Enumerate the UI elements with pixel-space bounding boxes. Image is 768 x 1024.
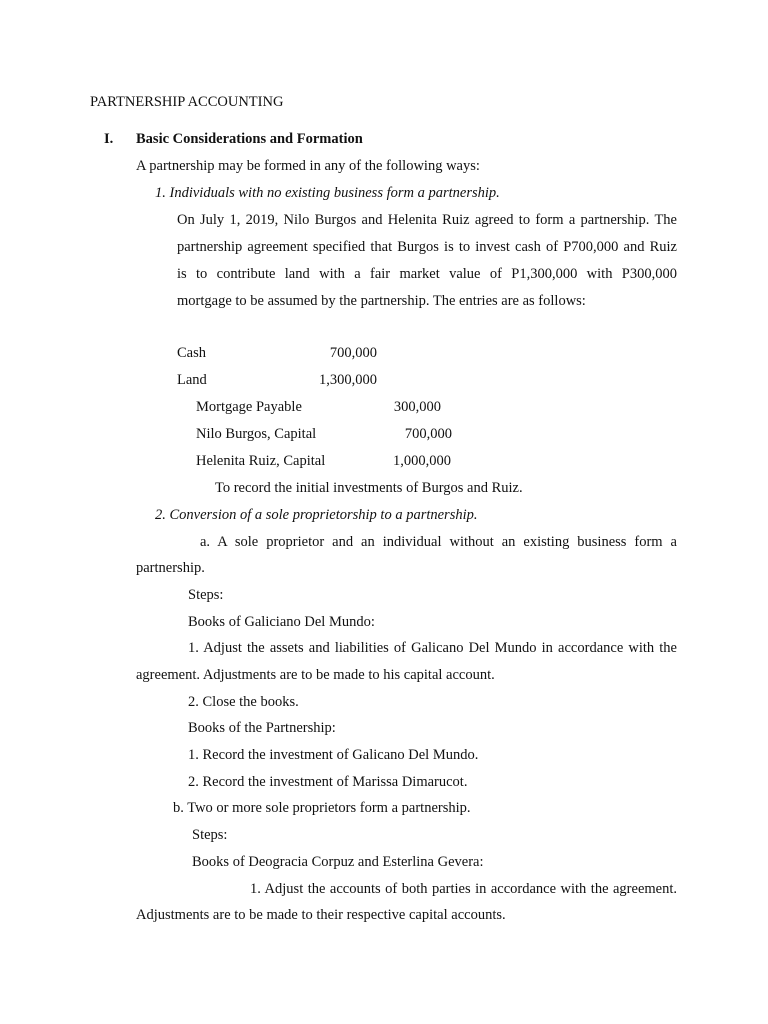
item2a-step: 1. Record the investment of Galicano Del Mundo. (188, 747, 479, 763)
journal-debit-account: Land (177, 372, 207, 388)
item2a-step: 1. Adjust the assets and liabilities of Galicano Del Mundo in accordance with the (188, 640, 677, 656)
journal-credit-account: Mortgage Payable (196, 399, 302, 415)
item2b-steps: Steps: (192, 827, 228, 843)
item1-heading: 1. Individuals with no existing business form a partnership. (155, 185, 500, 201)
item2b-books-heading: Books of Deogracia Corpuz and Esterlina Gevera: (192, 854, 484, 870)
document-title: PARTNERSHIP ACCOUNTING (90, 94, 284, 110)
item2a-step: agreement. Adjustments are to be made to his capital account. (136, 667, 495, 683)
item1-para-line: is to contribute land with a fair market value of P1,300,000 with P300,000 (177, 266, 677, 282)
journal-credit-amount: 300,000 (393, 399, 441, 415)
section-numeral: I. (104, 131, 114, 147)
journal-debit-amount: 700,000 (329, 345, 377, 361)
item1-para-line: On July 1, 2019, Nilo Burgos and Helenita Ruiz agreed to form a partnership. The (177, 212, 677, 228)
journal-credit-account: Helenita Ruiz, Capital (196, 453, 326, 469)
item2a-books-heading: Books of the Partnership: (188, 720, 336, 736)
item2b-step: 1. Adjust the accounts of both parties in accordance with the agreement. (250, 881, 677, 897)
item1-para-line: partnership agreement specified that Burgos is to invest cash of P700,000 and Ruiz (177, 239, 677, 255)
item2a-line: partnership. (136, 560, 205, 576)
journal-debit-account: Cash (177, 345, 206, 361)
item2a-line: a. A sole proprietor and an individual without an existing business form a (200, 534, 677, 550)
item2b-step: Adjustments are to be made to their respective capital accounts. (136, 907, 506, 923)
item2a-steps: Steps: (188, 587, 224, 603)
journal-explanation: To record the initial investments of Burgos and Ruiz. (215, 480, 523, 496)
journal-credit-amount: 1,000,000 (393, 453, 451, 469)
section-heading: Basic Considerations and Formation (136, 131, 363, 147)
journal-credit-account: Nilo Burgos, Capital (196, 426, 317, 442)
item2a-step: 2. Close the books. (188, 694, 299, 710)
item2a-step: 2. Record the investment of Marissa Dimarucot. (188, 774, 468, 790)
item2a-books-heading: Books of Galiciano Del Mundo: (188, 614, 375, 630)
journal-credit-amount: 700,000 (404, 426, 452, 442)
item2-heading: 2. Conversion of a sole proprietorship to a partnership. (155, 507, 478, 523)
intro-text: A partnership may be formed in any of the following ways: (136, 158, 480, 174)
item1-para-line: mortgage to be assumed by the partnership. The entries are as follows: (177, 293, 586, 309)
journal-debit-amount: 1,300,000 (319, 372, 377, 388)
item2b-line: b. Two or more sole proprietors form a partnership. (173, 800, 471, 816)
